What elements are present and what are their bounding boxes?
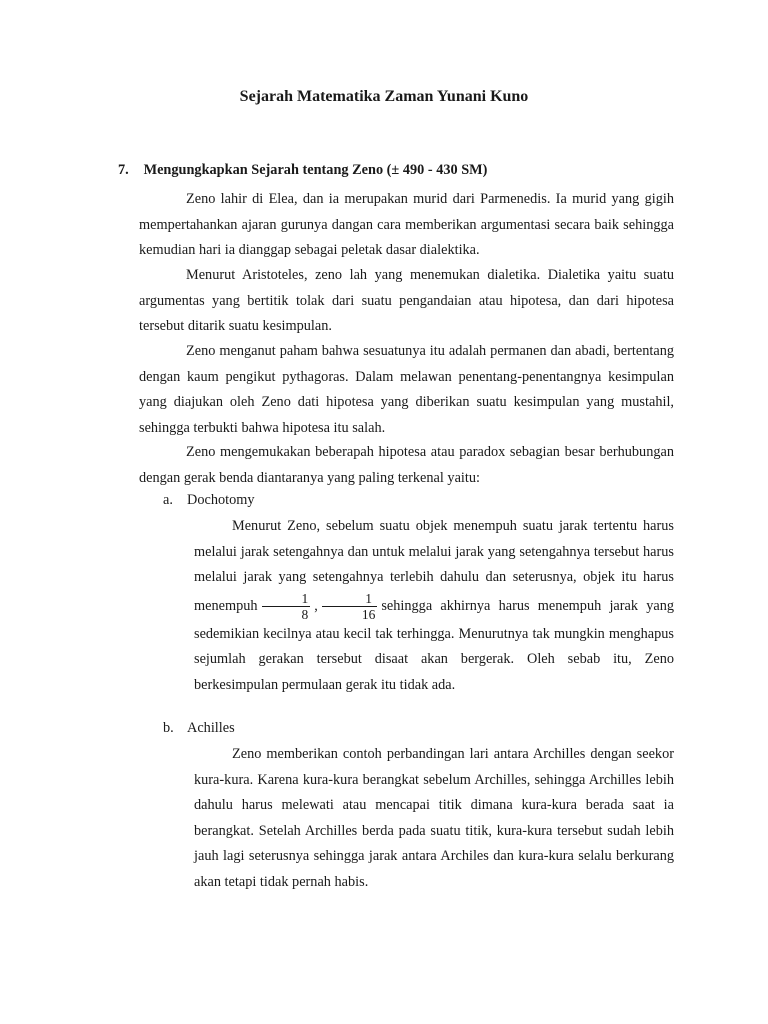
fraction-denominator: 16 [361,606,376,622]
paragraph-dochotomy [194,514,674,698]
list-item-title: Achilles [187,720,235,736]
paragraph-zeno-intro: Zeno lahir di Elea, dan ia merupakan murid dari Parmenedis. Ia murid yang gigih mempertahankan ajaran gurunya dangan cara memberikan argumentasi secara baik sehingga kemudian hari ia dianggap sebagai peletak dasar dialektika. [139,191,674,258]
section-heading [118,162,487,179]
paragraph-hipotesa: Zeno mengemukakan beberapah hipotesa atau paradox sebagian besar berhubungan dengan gerak benda diantaranya yang paling terkenal yaitu: [139,444,674,486]
list-item-title: Dochotomy [187,492,255,508]
fraction-one-eighth [262,591,311,622]
document-title: Sejarah Matematika Zaman Yunani Kuno [239,88,529,105]
paragraph-aristoteles: Menurut Aristoteles, zeno lah yang menemukan dialetika. Dialetika yaitu suatu argumentas yang bertitik tolak dari suatu pengandaian atau hipotesa, dan dari hipotesa tersebut ditarik suatu kesimpulan. [139,267,674,334]
fraction-numerator: 1 [322,591,378,607]
list-item-label-a [163,492,255,509]
section-heading-text: Mengungkapkan Sejarah tentang Zeno (± 490 - 430 SM) [143,162,488,178]
fraction-denominator: 8 [301,606,309,622]
fraction-one-sixteenth [322,591,378,622]
list-item-label-b [163,720,235,737]
fraction-numerator: 1 [262,591,311,607]
dochotomy-text-before: Menurut Zeno, sebelum suatu objek menempuh suatu jarak tertentu harus melalui jarak setengahnya dan untuk melalui jarak yang setengahnya tersebut harus melalui jarak yang setengahnya terlebih dahulu dan seterusnya, objek itu harus menempuh [194,518,674,614]
list-letter: b. [163,720,174,736]
fraction-separator: , [314,597,318,614]
dochotomy-text-after: sehingga akhirnya harus menempuh jarak yang sedemikian kecilnya atau kecil tak terhingga. Menurutnya tak mungkin menghapus sejumlah gerakan tersebut disaat akan bergerak. Oleh sebab itu, Zeno berkesimpulan permulaan gerak itu tidak ada. [194,597,674,693]
paragraph-achilles: Zeno memberikan contoh perbandingan lari antara Archilles dengan seekor kura-kura. Karena kura-kura berangkat sebelum Archilles, sehingga Archilles lebih dahulu harus melewati atau mencapai titik dimana kura-kura berada saat ia berangkat. Setelah Archilles berda pada suatu titik, kura-kura tersebut sudah lebih jauh lagi seterusnya sehingga jarak antara Archiles dan kura-kura selalu berkurang akan tetapi tidak pernah habis. [194,746,674,890]
section-number: 7. [118,162,129,178]
paragraph-permanen: Zeno menganut paham bahwa sesuatunya itu adalah permanen dan abadi, bertentang dengan kaum pengikut pythagoras. Dalam melawan penentang-penentangnya kesimpulan yang diajukan oleh Zeno dati hipotesa yang diberikan suatu kesimpulan yang mustahil, sehingga terbukti bahwa hipotesa itu salah. [139,343,674,436]
list-letter: a. [163,492,173,508]
